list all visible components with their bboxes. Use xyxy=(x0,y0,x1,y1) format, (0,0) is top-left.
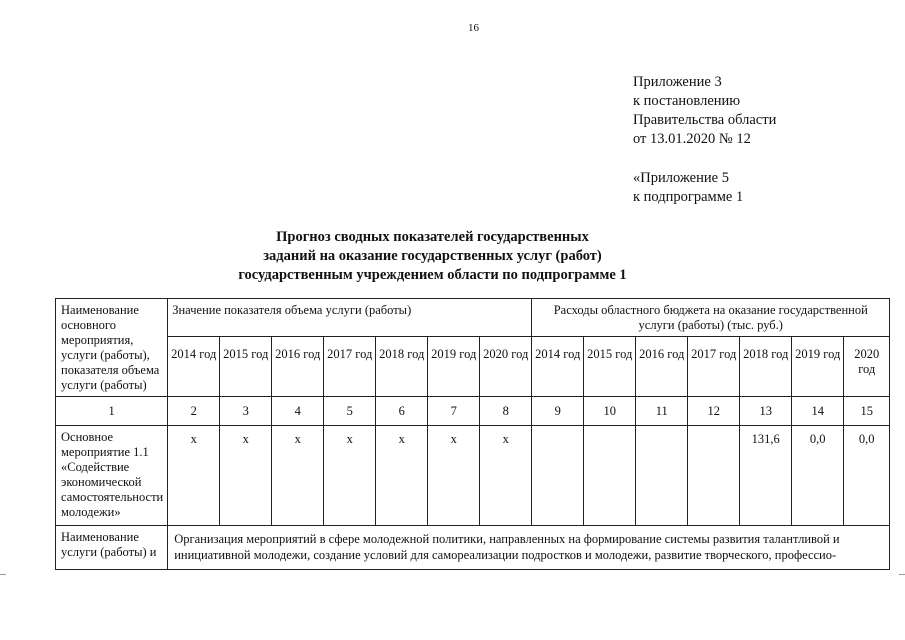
year-header: 2018 год xyxy=(376,337,428,397)
table-cell xyxy=(584,426,636,526)
spacer xyxy=(633,149,776,169)
table-cell: 0,0 xyxy=(844,426,890,526)
year-header: 2019 год xyxy=(428,337,480,397)
column-number: 12 xyxy=(688,397,740,426)
year-header: 2019 год xyxy=(792,337,844,397)
column-number: 2 xyxy=(168,397,220,426)
column-number: 4 xyxy=(272,397,324,426)
service-description: Организация мероприятий в сфере молодежной политики, направленных на формирование системы развития талантливой и инициативной молодежи, создание условий для самореализации подростков и молодежи, развитие творческого, профессио- xyxy=(168,526,890,570)
row-activity-name: Основное мероприятие 1.1 «Содействие экономической самостоятельности молодежи» xyxy=(56,426,168,526)
table-cell: x xyxy=(376,426,428,526)
year-header: 2017 год xyxy=(688,337,740,397)
column-number: 9 xyxy=(532,397,584,426)
appendix-line: от 13.01.2020 № 12 xyxy=(633,131,751,147)
table-cell: 131,6 xyxy=(740,426,792,526)
year-header: 2020 год xyxy=(480,337,532,397)
table-cell: x xyxy=(272,426,324,526)
column-number: 13 xyxy=(740,397,792,426)
column-number: 5 xyxy=(324,397,376,426)
year-header: 2020 год xyxy=(844,337,890,397)
column-number: 8 xyxy=(480,397,532,426)
column-number: 7 xyxy=(428,397,480,426)
column-number: 11 xyxy=(636,397,688,426)
forecast-table xyxy=(55,298,890,570)
appendix-line: «Приложение 5 xyxy=(633,170,729,186)
document-title xyxy=(0,228,905,285)
scan-mark xyxy=(0,574,6,575)
appendix-line: Правительства области xyxy=(633,112,777,128)
header-expenses-group: Расходы областного бюджета на оказание государственной услуги (работы) (тыс. руб.) xyxy=(532,299,890,337)
table-cell: x xyxy=(168,426,220,526)
table-cell xyxy=(636,426,688,526)
scan-mark xyxy=(899,574,905,575)
appendix-line: Приложение 3 xyxy=(633,74,722,90)
page-number: 16 xyxy=(468,22,479,34)
year-header: 2017 год xyxy=(324,337,376,397)
appendix-line: к постановлению xyxy=(633,93,741,109)
column-number: 10 xyxy=(584,397,636,426)
year-header: 2015 год xyxy=(584,337,636,397)
title-line: государственным учреждением области по подпрограмме 1 xyxy=(238,267,627,283)
year-header: 2014 год xyxy=(168,337,220,397)
title-line: Прогноз сводных показателей государственных xyxy=(276,229,589,245)
table-cell: x xyxy=(480,426,532,526)
appendix-block xyxy=(633,73,776,207)
row-service-name: Наименование услуги (работы) и xyxy=(56,526,168,570)
table-cell: x xyxy=(324,426,376,526)
appendix-line: к подпрограмме 1 xyxy=(633,189,744,205)
column-number: 15 xyxy=(844,397,890,426)
year-header: 2016 год xyxy=(272,337,324,397)
year-header: 2014 год xyxy=(532,337,584,397)
column-number: 3 xyxy=(220,397,272,426)
table-cell xyxy=(688,426,740,526)
title-line: заданий на оказание государственных услуг (работ) xyxy=(263,248,602,264)
year-header: 2016 год xyxy=(636,337,688,397)
year-header: 2018 год xyxy=(740,337,792,397)
table-cell xyxy=(532,426,584,526)
column-number: 1 xyxy=(56,397,168,426)
year-header: 2015 год xyxy=(220,337,272,397)
column-number: 6 xyxy=(376,397,428,426)
column-number: 14 xyxy=(792,397,844,426)
table-cell: x xyxy=(220,426,272,526)
header-volume-group: Значение показателя объема услуги (работы) xyxy=(168,299,532,337)
table-cell: 0,0 xyxy=(792,426,844,526)
table-cell: x xyxy=(428,426,480,526)
header-name-column: Наименование основного мероприятия, услуги (работы), показателя объема услуги (работы) xyxy=(56,299,168,397)
